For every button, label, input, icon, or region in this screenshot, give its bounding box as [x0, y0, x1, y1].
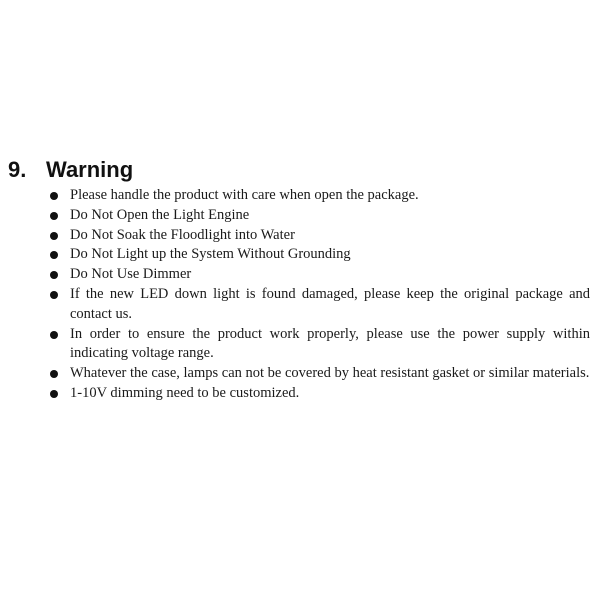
bullet-icon [50, 370, 58, 378]
section-title: Warning [46, 157, 134, 182]
section-number: 9. [8, 157, 27, 182]
warning-text: Do Not Open the Light Engine [70, 206, 250, 223]
warning-item [46, 384, 590, 404]
warning-item [46, 226, 590, 246]
warning-text: Do Not Use Dimmer [70, 266, 192, 283]
warning-text: Do Not Light up the System Without Grounding [70, 246, 351, 263]
warning-item [46, 285, 590, 325]
warning-item [46, 206, 590, 226]
warning-text: In order to ensure the product work properly, please use the power supply within indicating voltage range. [70, 325, 590, 362]
bullet-icon [50, 291, 58, 299]
bullet-icon [50, 192, 58, 200]
warning-text: 1-10V dimming need to be customized. [70, 384, 300, 401]
warning-item [46, 265, 590, 285]
bullet-icon [50, 390, 58, 398]
bullet-icon [50, 232, 58, 240]
bullet-icon [50, 331, 58, 339]
warning-item [46, 325, 590, 365]
bullet-icon [50, 212, 58, 220]
warning-text: Whatever the case, lamps can not be covered by heat resistant gasket or similar materials. [70, 365, 590, 382]
section-heading [8, 156, 133, 184]
warning-text: Please handle the product with care when open the package. [70, 187, 419, 203]
warning-list [46, 186, 590, 404]
warning-item [46, 245, 590, 265]
warning-item [46, 186, 590, 206]
warning-text: Do Not Soak the Floodlight into Water [70, 226, 295, 243]
warning-text: If the new LED down light is found damaged, please keep the original package and contact us. [70, 285, 590, 322]
bullet-icon [50, 251, 58, 259]
warning-item [46, 364, 590, 384]
bullet-icon [50, 271, 58, 279]
